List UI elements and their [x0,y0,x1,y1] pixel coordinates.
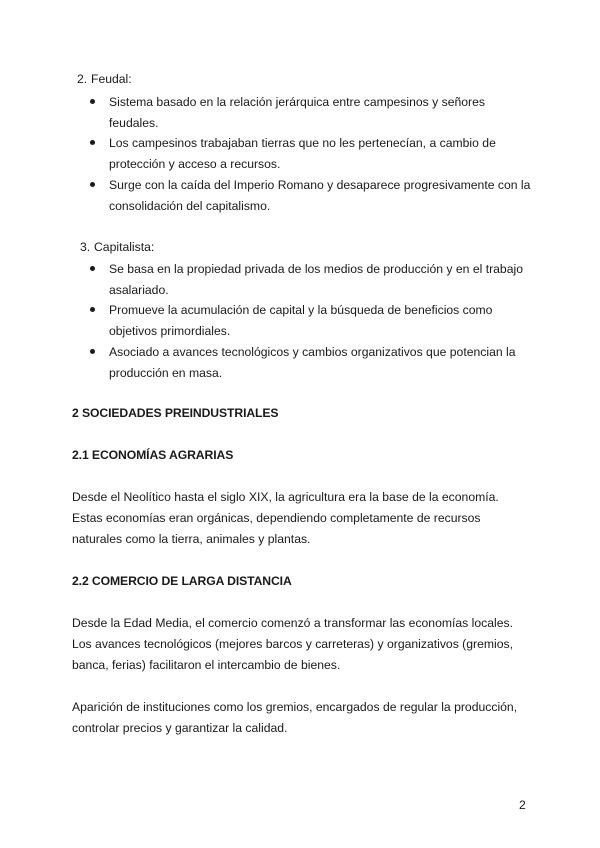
paragraph-line: naturales como la tierra, animales y plantas. [72,532,311,546]
bullet-text: protección y acceso a recursos. [109,157,281,171]
bullet-text: Surge con la caída del Imperio Romano y desaparece progresivamente con la [109,178,531,192]
bullet-icon [90,349,95,354]
bullet-text: producción en masa. [109,366,223,380]
list-title: Feudal: [91,72,132,86]
list-number: 3. [80,240,91,254]
page-number: 2 [519,798,526,812]
bullet-text: Promueve la acumulación de capital y la búsqueda de beneficios como [109,303,493,317]
bullet-icon [90,99,95,104]
subsection-heading: 2.1 ECONOMÍAS AGRARIAS [72,448,234,462]
bullet-text: feudales. [109,116,159,130]
bullet-text: Sistema basado en la relación jerárquica entre campesinos y señores [109,95,485,109]
bullet-text: objetivos primordiales. [109,324,231,338]
paragraph-line: controlar precios y garantizar la calidad. [72,721,288,735]
paragraph-line: Desde el Neolítico hasta el siglo XIX, la agricultura era la base de la economía. [72,490,499,504]
section-heading: 2 SOCIEDADES PREINDUSTRIALES [72,406,279,420]
bullet-text: Asociado a avances tecnológicos y cambios organizativos que potencian la [109,345,516,359]
list-title: Capitalista: [94,240,155,254]
subsection-heading: 2.2 COMERCIO DE LARGA DISTANCIA [72,574,292,588]
bullet-icon [90,182,95,187]
bullet-icon [90,140,95,145]
paragraph-line: Desde la Edad Media, el comercio comenzó a transformar las economías locales. [72,616,513,630]
list-number: 2. [77,72,88,86]
paragraph-line: banca, ferias) facilitaron el intercambio de bienes. [72,658,341,672]
bullet-icon [90,307,95,312]
paragraph-line: Los avances tecnológicos (mejores barcos y carreteras) y organizativos (gremios, [72,637,513,651]
paragraph-line: Estas economías eran orgánicas, dependiendo completamente de recursos [72,511,481,525]
bullet-icon [90,266,95,271]
bullet-text: consolidación del capitalismo. [109,199,271,213]
bullet-text: Se basa en la propiedad privada de los medios de producción y en el trabajo [109,262,523,276]
bullet-text: asalariado. [109,283,169,297]
bullet-text: Los campesinos trabajaban tierras que no les pertenecían, a cambio de [109,136,496,150]
paragraph-line: Aparición de instituciones como los gremios, encargados de regular la producción, [72,700,518,714]
